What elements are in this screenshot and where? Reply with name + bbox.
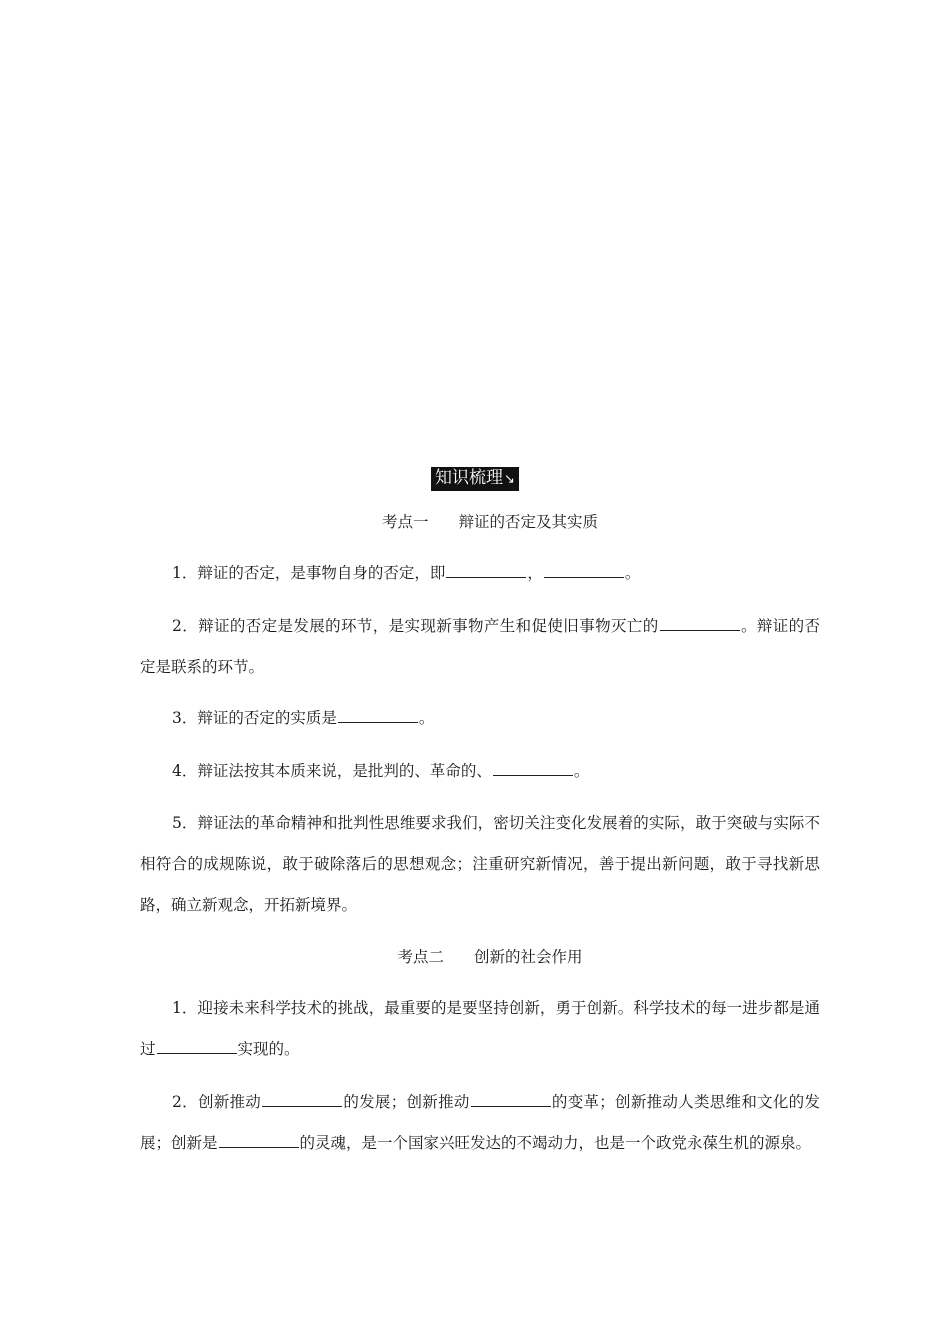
answer-blank[interactable] xyxy=(471,1092,551,1107)
item-text: 创新推动 xyxy=(197,1093,262,1111)
item-number: 4． xyxy=(172,762,198,780)
item-text: 。 xyxy=(573,762,590,780)
item-number: 2． xyxy=(172,617,199,635)
section2-title: 创新的社会作用 xyxy=(474,948,583,966)
item-text: 辩证的否定的实质是 xyxy=(197,709,337,727)
section1-heading xyxy=(0,512,950,532)
answer-blank[interactable] xyxy=(157,1039,237,1054)
answer-blank[interactable] xyxy=(219,1133,299,1148)
item-text: 实现的。 xyxy=(237,1040,300,1058)
item-text: 辩证的否定，是事物自身的否定，即 xyxy=(197,564,446,582)
item-number: 1． xyxy=(172,999,198,1017)
item-number: 5． xyxy=(172,814,198,832)
section-badge-wrap xyxy=(0,467,950,491)
s2-item-2 xyxy=(140,1082,820,1164)
answer-blank[interactable] xyxy=(493,761,573,776)
item-text: 的变革；创新推动人类思维和文化的发展；创新是 xyxy=(140,1093,820,1152)
knowledge-summary-badge xyxy=(431,467,519,491)
s1-item-3 xyxy=(140,698,820,739)
item-number: 2． xyxy=(172,1093,198,1111)
badge-title: 知识梳理 xyxy=(435,468,504,488)
s2-item-1 xyxy=(140,988,820,1070)
item-text: 迎接未来科学技术的挑战，最重要的是要坚持创新，勇于创新。科学技术的每一进步都是通过 xyxy=(140,999,820,1058)
s1-item-4 xyxy=(140,751,820,792)
section1-label: 考点一 xyxy=(381,513,429,531)
item-text: 辩证法的革命精神和批判性思维要求我们，密切关注变化发展着的实际，敢于突破与实际不相符合的成规陈说，敢于破除落后的思想观念；注重研究新情况，善于提出新问题，敢于寻找新思路，确立新观念，开拓新境界。 xyxy=(140,814,820,914)
section2-label: 考点二 xyxy=(397,948,444,966)
item-text: 辩证的否定是发展的环节，是实现新事物产生和促使旧事物灭亡的 xyxy=(198,617,659,635)
item-number: 3． xyxy=(172,709,198,727)
item-number: 1． xyxy=(172,564,198,582)
answer-blank[interactable] xyxy=(446,563,526,578)
item-text: 的灵魂，是一个国家兴旺发达的不竭动力，也是一个政党永葆生机的源泉。 xyxy=(299,1134,812,1152)
answer-blank[interactable] xyxy=(262,1092,342,1107)
item-text: 。 xyxy=(418,709,435,727)
answer-blank[interactable] xyxy=(544,563,624,578)
answer-blank[interactable] xyxy=(660,616,740,631)
s1-item-2 xyxy=(140,606,820,688)
arrow-icon: ↘ xyxy=(504,472,515,487)
section1-title: 辩证的否定及其实质 xyxy=(458,513,599,531)
section2-heading xyxy=(0,947,950,967)
item-text: ， xyxy=(527,564,543,582)
item-text: 。辩证的否定是联系的环节。 xyxy=(140,617,820,676)
s1-item-1 xyxy=(140,553,820,594)
item-text: 。 xyxy=(624,564,641,582)
item-text: 的发展；创新推动 xyxy=(343,1093,470,1111)
answer-blank[interactable] xyxy=(338,708,418,723)
s1-item-5 xyxy=(140,803,820,926)
item-text: 辩证法按其本质来说，是批判的、革命的、 xyxy=(197,762,492,780)
